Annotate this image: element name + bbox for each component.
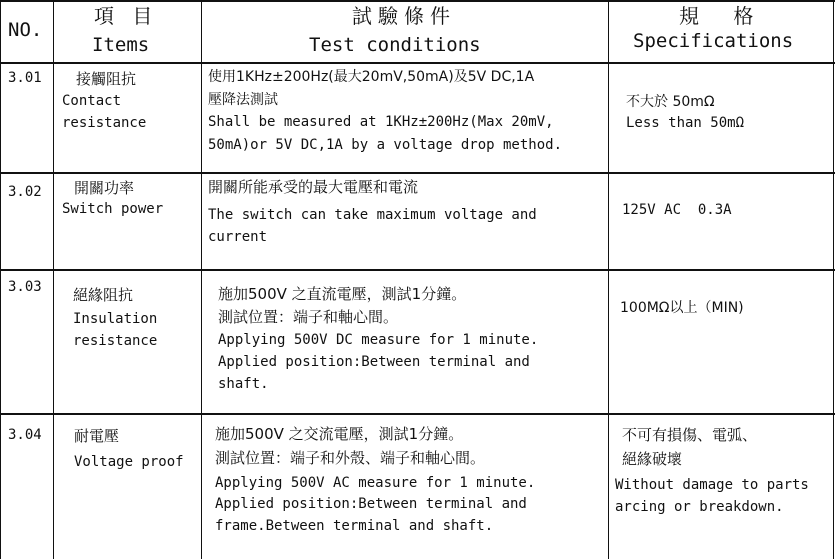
col-divider: [608, 0, 609, 559]
header-spec-en: Specifications: [633, 30, 794, 52]
condition-text: Shall be measured at 1KHz±200Hz(Max 20mV,: [208, 114, 554, 130]
row-divider: [0, 62, 835, 64]
spec-text: Less than 50mΩ: [626, 115, 745, 131]
row-no: 3.04: [8, 427, 42, 443]
row-no: 3.01: [8, 70, 42, 86]
header-no: NO.: [8, 19, 43, 41]
condition-text: current: [208, 229, 268, 245]
row-divider: [0, 269, 835, 271]
condition-text: Applying 500V AC measure for 1 minute.: [215, 475, 536, 491]
col-divider: [201, 0, 202, 559]
spec-text: 125V AC 0.3A: [622, 202, 732, 218]
condition-text: 開關所能承受的最大電壓和電流: [208, 178, 419, 196]
item-zh: 耐電壓: [74, 427, 120, 445]
item-en: Switch power: [62, 201, 164, 217]
condition-text: 50mA)or 5V DC,1A by a voltage drop method.: [208, 137, 563, 153]
item-zh: 開關功率: [74, 179, 135, 197]
condition-text: shaft.: [218, 376, 269, 392]
condition-text: Applied position:Between terminal and: [218, 354, 530, 370]
spec-text: arcing or breakdown.: [615, 499, 784, 515]
header-items-zh: 項 目: [94, 4, 159, 28]
header-spec-zh: 規 格: [679, 4, 768, 28]
condition-text: Applying 500V DC measure for 1 minute.: [218, 332, 539, 348]
condition-text: frame.Between terminal and shaft.: [215, 518, 494, 534]
condition-text: The switch can take maximum voltage and: [208, 207, 537, 223]
item-en: Contact: [62, 93, 122, 109]
item-en: resistance: [62, 115, 147, 131]
condition-text: 壓降法測試: [208, 92, 278, 108]
condition-text: 測試位置：端子和軸心間。: [218, 308, 399, 326]
spec-text: 不可有損傷、電弧、: [622, 426, 758, 444]
spec-text: 不大於 50mΩ: [626, 94, 715, 110]
header-test-en: Test conditions: [309, 34, 481, 56]
condition-text: 測試位置：端子和外殼、端子和軸心間。: [215, 449, 486, 467]
header-items-en: Items: [92, 34, 150, 56]
header-test-zh: 試驗條件: [352, 4, 456, 28]
spec-text: 100MΩ以上（MIN): [620, 300, 744, 316]
spec-text: Without damage to parts: [615, 477, 809, 493]
spec-text: 絕緣破壞: [622, 450, 683, 468]
item-zh: 接觸阻抗: [76, 70, 137, 88]
condition-text: 施加500V 之直流電壓，測試1分鐘。: [218, 285, 467, 303]
item-en: Insulation: [73, 311, 158, 327]
row-divider: [0, 413, 835, 415]
item-en: resistance: [73, 333, 158, 349]
item-zh: 絕緣阻抗: [73, 286, 134, 304]
condition-text: Applied position:Between terminal and: [215, 496, 527, 512]
row-no: 3.03: [8, 279, 42, 295]
row-no: 3.02: [8, 184, 42, 200]
col-divider: [53, 0, 54, 559]
col-divider: [0, 0, 1, 559]
row-divider: [0, 172, 835, 174]
condition-text: 使用1KHz±200Hz(最大20mV,50mA)及5V DC,1A: [208, 69, 535, 85]
item-en: Voltage proof: [74, 454, 184, 470]
col-divider: [833, 0, 834, 559]
condition-text: 施加500V 之交流電壓，測試1分鐘。: [215, 425, 464, 443]
row-divider: [0, 0, 835, 2]
